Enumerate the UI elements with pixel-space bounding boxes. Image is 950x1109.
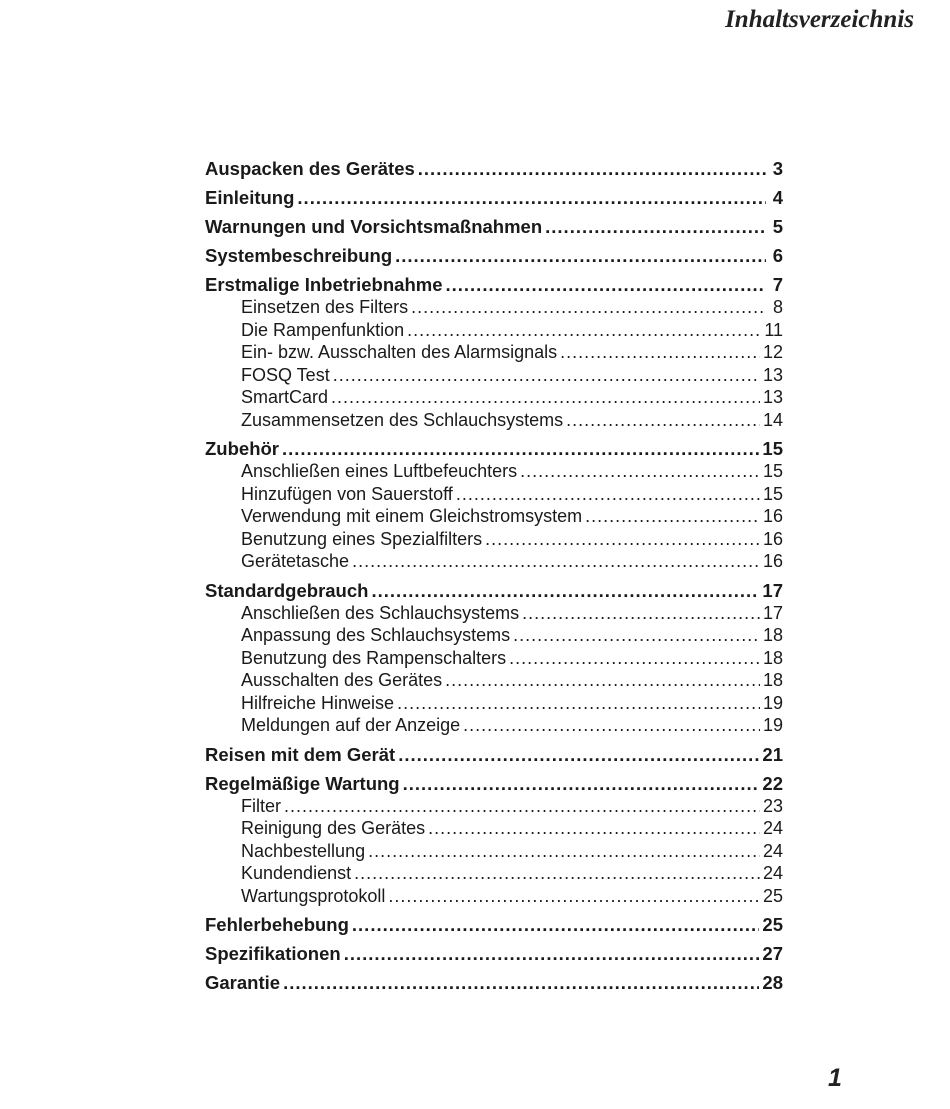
toc-entry-title: FOSQ Test [241,364,330,385]
toc-entry-page: 16 [762,551,783,571]
toc-section-entry [205,386,783,409]
toc-entry-title: Systembeschreibung [205,245,393,266]
toc-entry-page: 25 [762,914,783,935]
toc-entry-page: 28 [762,972,783,993]
toc-entry-page: 15 [762,461,783,481]
toc-entry-title: Garantie [205,972,281,993]
toc-entry-title: Gerätetasche [241,551,350,571]
toc-entry-page: 27 [762,943,783,964]
toc-chapter-entry [205,274,783,296]
page-header-title: Inhaltsverzeichnis [725,6,914,33]
dot-leader [368,840,760,863]
dot-leader [352,550,760,573]
toc-chapter-entry [205,158,783,180]
toc-entry-title: Hinzufügen von Sauerstoff [241,483,453,504]
toc-entry-page: 7 [772,274,783,295]
dot-leader [284,795,760,818]
toc-chapter-entry [205,773,783,795]
toc-entry-title: Anschließen des Schlauchsystems [241,602,520,623]
toc-entry-page: 16 [762,506,783,526]
toc-entry-page: 17 [762,602,783,623]
toc-entry-page: 8 [772,297,783,317]
toc-entry-title: Auspacken des Gerätes [205,158,415,179]
toc-section-entry [205,714,783,737]
dot-leader [283,972,759,994]
toc-entry-title: Verwendung mit einem Gleichstromsystem [241,506,583,526]
dot-leader [331,386,760,409]
toc-section-entry [205,319,783,342]
dot-leader [395,245,766,267]
toc-entry-title: Wartungsprotokoll [241,885,386,906]
toc-entry-title: Einleitung [205,187,295,208]
toc-chapter-entry [205,972,783,994]
toc-section-entry [205,602,783,625]
toc-section-entry [205,483,783,506]
dot-leader [566,409,760,432]
toc-entry-page: 18 [762,670,783,690]
toc-entry-page: 25 [762,885,783,906]
toc-entry-title: Warnungen und Vorsichtsmaßnahmen [205,216,543,237]
toc-section-entry [205,528,783,551]
toc-entry-title: Anschließen eines Luftbefeuchters [241,461,518,481]
toc-section-entry [205,817,783,840]
toc-entry-title: Meldungen auf der Anzeige [241,715,461,735]
toc-entry-title: Fehlerbehebung [205,914,349,935]
toc-section-entry [205,647,783,670]
toc-entry-title: Spezifikationen [205,943,341,964]
dot-leader [520,460,760,483]
toc-entry-title: SmartCard [241,387,329,407]
dot-leader [445,274,766,296]
dot-leader [388,885,760,908]
toc-section-entry [205,669,783,692]
toc-section-entry [205,460,783,483]
toc-section-entry [205,409,783,432]
dot-leader [522,602,760,625]
dot-leader [585,505,760,528]
dot-leader [397,692,760,715]
toc-entry-title: Reisen mit dem Gerät [205,743,396,765]
toc-entry-page: 22 [762,772,783,794]
toc-entry-page: 16 [762,528,783,549]
toc-entry-page: 19 [762,692,783,713]
toc-entry-title: Hilfreiche Hinweise [241,692,395,713]
toc-entry-page: 18 [762,625,783,645]
dot-leader [445,669,760,692]
toc-entry-title: Ausschalten des Gerätes [241,670,443,690]
dot-leader [403,773,760,795]
toc-entry-title: Standardgebrauch [205,579,369,601]
toc-entry-page: 5 [772,216,783,237]
toc-chapter-entry [205,438,783,460]
toc-entry-page: 11 [764,319,783,340]
dot-leader [407,319,761,342]
toc-entry-page: 14 [762,409,783,430]
toc-section-entry [205,692,783,715]
toc-entry-title: Nachbestellung [241,840,366,861]
toc-section-entry [205,862,783,885]
toc-entry-page: 13 [762,364,783,385]
toc-section-entry [205,550,783,573]
toc-entry-page: 17 [762,579,783,601]
toc-section-entry [205,296,783,319]
toc-chapter-entry [205,580,783,602]
toc-entry-title: Kundendienst [241,863,352,883]
dot-leader [333,364,760,387]
dot-leader [485,528,760,551]
toc-entry-title: Die Rampenfunktion [241,319,405,340]
toc-section-entry [205,364,783,387]
toc-entry-page: 18 [762,647,783,668]
toc-entry-title: Regelmäßige Wartung [205,772,400,794]
toc-entry-title: Benutzung eines Spezialfilters [241,528,483,549]
toc-entry-title: Filter [241,795,281,816]
toc-entry-page: 24 [762,818,783,838]
dot-leader [545,216,766,238]
toc-chapter-entry [205,245,783,267]
toc-entry-page: 19 [762,715,783,735]
toc-section-entry [205,624,783,647]
dot-leader [354,862,760,885]
toc-entry-page: 12 [762,342,783,362]
dot-leader [560,341,760,364]
toc-entry-title: Zubehör [205,438,279,459]
toc-entry-title: Reinigung des Gerätes [241,818,426,838]
dot-leader [411,296,766,319]
toc-entry-title: Einsetzen des Filters [241,297,409,317]
table-of-contents [205,158,783,994]
toc-entry-page: 24 [762,863,783,883]
toc-chapter-entry [205,187,783,209]
dot-leader [509,647,760,670]
toc-entry-page: 15 [762,483,783,504]
dot-leader [371,580,759,602]
page-number: 1 [828,1064,842,1092]
toc-section-entry [205,505,783,528]
toc-entry-page: 21 [762,743,783,765]
toc-entry-title: Ein- bzw. Ausschalten des Alarmsignals [241,342,558,362]
dot-leader [344,943,760,965]
toc-chapter-entry [205,943,783,965]
toc-entry-page: 3 [772,158,783,179]
dot-leader [428,817,760,840]
toc-section-entry [205,885,783,908]
dot-leader [398,744,759,766]
toc-entry-page: 4 [772,187,783,208]
toc-chapter-entry [205,216,783,238]
toc-section-entry [205,341,783,364]
dot-leader [297,187,766,209]
toc-section-entry [205,840,783,863]
dot-leader [352,914,760,936]
toc-entry-page: 15 [762,438,783,459]
toc-chapter-entry [205,914,783,936]
toc-entry-page: 6 [772,245,783,266]
dot-leader [463,714,760,737]
dot-leader [513,624,760,647]
dot-leader [418,158,766,180]
toc-entry-title: Benutzung des Rampenschalters [241,647,507,668]
toc-entry-title: Zusammensetzen des Schlauchsystems [241,409,564,430]
dot-leader [456,483,760,506]
toc-section-entry [205,795,783,818]
toc-entry-page: 13 [762,387,783,407]
toc-entry-title: Anpassung des Schlauchsystems [241,625,511,645]
toc-entry-page: 23 [762,795,783,816]
toc-entry-title: Erstmalige Inbetriebnahme [205,274,443,295]
toc-chapter-entry [205,744,783,766]
toc-entry-page: 24 [762,840,783,861]
dot-leader [282,438,759,460]
